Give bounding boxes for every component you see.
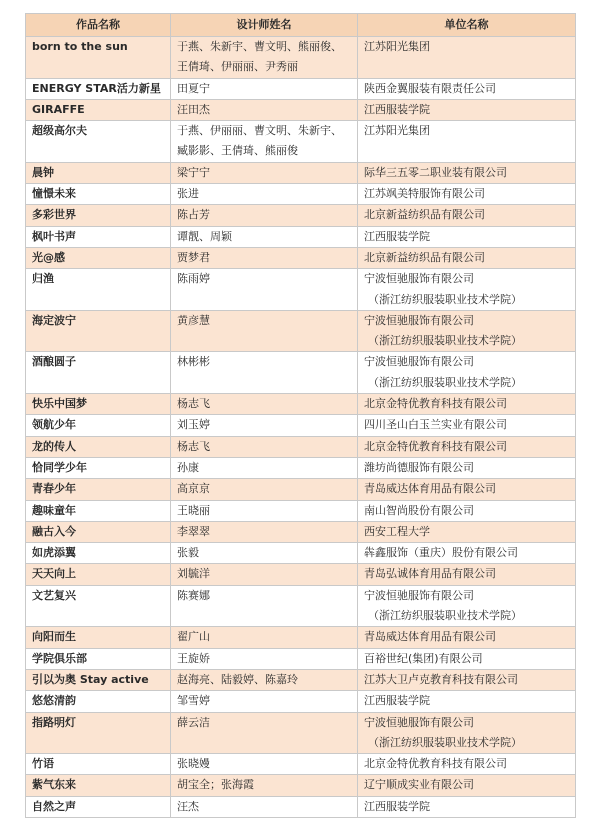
work-name: 文艺复兴 [32,588,76,602]
work-name-cell [26,205,171,226]
designer-names: 贾梦君 [177,250,210,264]
unit-cell [358,394,576,415]
table-row [26,691,576,712]
unit-name: 宁波恒驰服饰有限公司 [364,272,474,286]
table-row [26,500,576,521]
work-name: 紫气东来 [32,778,76,792]
designer-cell [171,521,358,542]
unit-cell [358,184,576,205]
table-row [26,226,576,247]
unit-name: 际华三五零二职业装有限公司 [364,165,507,179]
unit-cell [358,691,576,712]
designer-cell [171,352,358,394]
work-name-cell [26,457,171,478]
work-name-cell [26,691,171,712]
table-row [26,521,576,542]
unit-cell [358,627,576,648]
designer-names: 杨志飞 [177,439,210,453]
work-name: 枫叶书声 [32,229,76,243]
unit-name: 北京金特优教育科技有限公司 [364,757,507,771]
unit-name: 北京金特优教育科技有限公司 [364,397,507,411]
work-name: 酒酿圆子 [32,355,76,369]
designer-names: 刘玉婷 [177,418,210,432]
unit-name: 南山智尚股份有限公司 [364,503,474,517]
work-name: 融古入今 [32,524,76,538]
award-table [25,13,576,818]
table-row [26,394,576,415]
designer-names: 于燕、朱新宇、曹文明、熊丽俊、 [177,40,342,53]
designer-names: 王晓丽 [177,503,210,517]
designer-cell [171,162,358,183]
work-name-cell [26,712,171,754]
designer-cell [171,564,358,585]
designer-cell [171,796,358,817]
table-row [26,585,576,627]
work-name: 如虎添翼 [32,546,76,560]
work-name: 竹语 [32,757,54,771]
unit-name: （浙江纺织服装职业技术学院） [368,735,522,749]
designer-cell [171,415,358,436]
designer-cell [171,310,358,352]
designer-names: 翟广山 [177,630,210,644]
unit-cell [358,500,576,521]
table-row [26,796,576,817]
designer-cell [171,226,358,247]
designer-names: 邹雪婷 [177,694,210,708]
designer-cell [171,121,358,163]
designer-names: 张毅 [177,546,199,560]
work-name-cell [26,564,171,585]
unit-name: 江苏大卫卢克教育科技有限公司 [364,672,518,686]
designer-names: 汪田杰 [177,102,210,116]
table-row [26,121,576,163]
unit-name: 西安工程大学 [364,524,430,538]
unit-cell [358,521,576,542]
unit-name: 江苏阳光集团 [364,124,430,138]
work-name-cell [26,121,171,163]
unit-name: （浙江纺织服装职业技术学院） [368,375,522,389]
designer-cell [171,479,358,500]
work-name: ENERGY STAR活力新星 [32,81,161,95]
designer-names: 孙康 [177,460,199,474]
designer-names: 杨志飞 [177,397,210,411]
designer-cell [171,669,358,690]
work-name: GIRAFFE [32,102,85,116]
unit-cell [358,162,576,183]
designer-names: 李翠翠 [177,524,210,538]
work-name-cell [26,479,171,500]
unit-name: 北京新益纺织品有限公司 [364,250,485,264]
unit-cell [358,648,576,669]
work-name: 晨钟 [32,165,54,179]
designer-names: 陈赛娜 [177,588,210,602]
unit-cell [358,78,576,99]
designer-names: 梁宁宁 [177,165,210,179]
designer-names: 薛云洁 [177,715,210,729]
work-name: 趣味童年 [32,503,76,517]
unit-name: （浙江纺织服装职业技术学院） [368,609,522,623]
header-row [26,14,576,37]
unit-cell [358,457,576,478]
table-row [26,184,576,205]
designer-cell [171,99,358,120]
designer-cell [171,500,358,521]
designer-names: 臧影影、王倩琦、熊丽俊 [177,144,298,158]
unit-name: 宁波恒驰服饰有限公司 [364,715,474,729]
unit-name: 江西服装学院 [364,229,430,243]
unit-cell [358,712,576,754]
designer-cell [171,247,358,268]
unit-cell [358,436,576,457]
unit-name: 青岛威达体育用品有限公司 [364,630,496,644]
designer-cell [171,627,358,648]
unit-name: 四川圣山白玉兰实业有限公司 [364,418,507,432]
unit-cell [358,247,576,268]
work-name: 悠悠清韵 [32,694,76,708]
work-name-cell [26,648,171,669]
table-row [26,543,576,564]
designer-names: 张晓嫚 [177,757,210,771]
designer-names: 王倩琦、伊丽丽、尹秀丽 [177,60,298,74]
unit-name: 北京新益纺织品有限公司 [364,208,485,222]
designer-cell [171,691,358,712]
designer-cell [171,648,358,669]
table-row [26,479,576,500]
work-name: 海定波宁 [32,313,76,327]
unit-name: 江苏阳光集团 [364,40,430,53]
work-name-cell [26,99,171,120]
designer-cell [171,754,358,775]
designer-cell [171,78,358,99]
table-row [26,205,576,226]
work-name: 憧憬未来 [32,187,76,201]
unit-cell [358,564,576,585]
designer-cell [171,436,358,457]
work-name: 龙的传人 [32,439,76,453]
designer-cell [171,712,358,754]
unit-name: （浙江纺织服装职业技术学院） [368,334,522,348]
unit-cell [358,775,576,796]
unit-cell [358,226,576,247]
unit-cell [358,796,576,817]
unit-cell [358,479,576,500]
unit-cell [358,543,576,564]
table-row [26,627,576,648]
designer-cell [171,543,358,564]
work-name-cell [26,37,171,79]
designer-names: 田夏宁 [177,81,210,95]
header-unit: 单位名称 [358,14,576,37]
designer-names: 张进 [177,187,199,201]
work-name: born to the sun [32,40,128,53]
designer-cell [171,205,358,226]
work-name-cell [26,247,171,268]
work-name: 多彩世界 [32,208,76,222]
work-name: 指路明灯 [32,715,76,729]
work-name-cell [26,226,171,247]
table-row [26,457,576,478]
table-row [26,269,576,311]
unit-cell [358,415,576,436]
unit-name: 江苏飒美特服饰有限公司 [364,187,485,201]
work-name: 自然之声 [32,799,76,813]
work-name: 归渔 [32,272,54,286]
table-row [26,352,576,394]
work-name-cell [26,310,171,352]
table-body [26,37,576,818]
work-name-cell [26,754,171,775]
designer-names: 陈占芳 [177,208,210,222]
work-name-cell [26,521,171,542]
table-row [26,564,576,585]
unit-cell [358,269,576,311]
unit-name: 犇鑫服饰（重庆）股份有限公司 [364,546,518,560]
designer-names: 胡宝全；张海霞 [177,778,254,792]
designer-cell [171,394,358,415]
unit-cell [358,352,576,394]
unit-cell [358,754,576,775]
designer-names: 黄彦慧 [177,313,210,327]
designer-names: 王旋娇 [177,651,210,665]
work-name-cell [26,269,171,311]
unit-cell [358,585,576,627]
unit-name: 青岛威达体育用品有限公司 [364,482,496,496]
unit-cell [358,669,576,690]
designer-cell [171,269,358,311]
header-work: 作品名称 [26,14,171,37]
work-name-cell [26,775,171,796]
unit-name: 潍坊尚德服饰有限公司 [364,460,474,474]
designer-names: 高京京 [177,482,210,496]
designer-cell [171,184,358,205]
unit-name: 辽宁顺成实业有限公司 [364,778,474,792]
designer-cell [171,775,358,796]
unit-name: 宁波恒驰服饰有限公司 [364,313,474,327]
unit-cell [358,205,576,226]
unit-name: 陕西金翼服装有限责任公司 [364,81,496,95]
work-name: 学院俱乐部 [32,651,87,665]
unit-name: 百裕世纪(集团)有限公司 [364,651,483,665]
work-name-cell [26,162,171,183]
table-row [26,310,576,352]
designer-names: 林彬彬 [177,355,210,369]
work-name: 光@感 [32,250,65,264]
table-row [26,37,576,79]
work-name-cell [26,352,171,394]
work-name: 超级高尔夫 [32,124,87,138]
designer-names: 刘毓洋 [177,567,210,581]
unit-name: 青岛弘诚体育用品有限公司 [364,567,496,581]
unit-name: （浙江纺织服装职业技术学院） [368,292,522,306]
designer-names: 赵海亮、陆毅婷、陈嘉玲 [177,672,298,686]
unit-name: 江西服装学院 [364,102,430,116]
work-name: 快乐中国梦 [32,397,87,411]
work-name: 引以为奥 Stay active [32,672,149,686]
work-name-cell [26,415,171,436]
designer-cell [171,457,358,478]
work-name-cell [26,184,171,205]
unit-name: 江西服装学院 [364,799,430,813]
work-name-cell [26,500,171,521]
table-row [26,247,576,268]
unit-cell [358,37,576,79]
designer-cell [171,37,358,79]
designer-names: 汪杰 [177,799,199,813]
work-name: 向阳而生 [32,630,76,644]
table-row [26,754,576,775]
work-name-cell [26,78,171,99]
work-name-cell [26,436,171,457]
unit-name: 宁波恒驰服饰有限公司 [364,355,474,369]
unit-name: 北京金特优教育科技有限公司 [364,439,507,453]
work-name: 天天向上 [32,567,76,581]
table-row [26,162,576,183]
designer-names: 于燕、伊丽丽、曹文明、朱新宇、 [177,124,342,138]
table-row [26,775,576,796]
work-name: 恰同学少年 [32,460,87,474]
unit-name: 宁波恒驰服饰有限公司 [364,588,474,602]
unit-name: 江西服装学院 [364,694,430,708]
table-row [26,436,576,457]
unit-cell [358,99,576,120]
work-name-cell [26,669,171,690]
designer-names: 谭靓、周颖 [177,229,232,243]
work-name: 青春少年 [32,482,76,496]
table-row [26,669,576,690]
work-name-cell [26,627,171,648]
table-row [26,78,576,99]
header-designer: 设计师姓名 [171,14,358,37]
designer-cell [171,585,358,627]
table-row [26,712,576,754]
table-row [26,99,576,120]
work-name-cell [26,585,171,627]
work-name-cell [26,543,171,564]
table-row [26,415,576,436]
work-name-cell [26,394,171,415]
work-name-cell [26,796,171,817]
unit-cell [358,310,576,352]
unit-cell [358,121,576,163]
table-row [26,648,576,669]
work-name: 领航少年 [32,418,76,432]
designer-names: 陈雨婷 [177,272,210,286]
